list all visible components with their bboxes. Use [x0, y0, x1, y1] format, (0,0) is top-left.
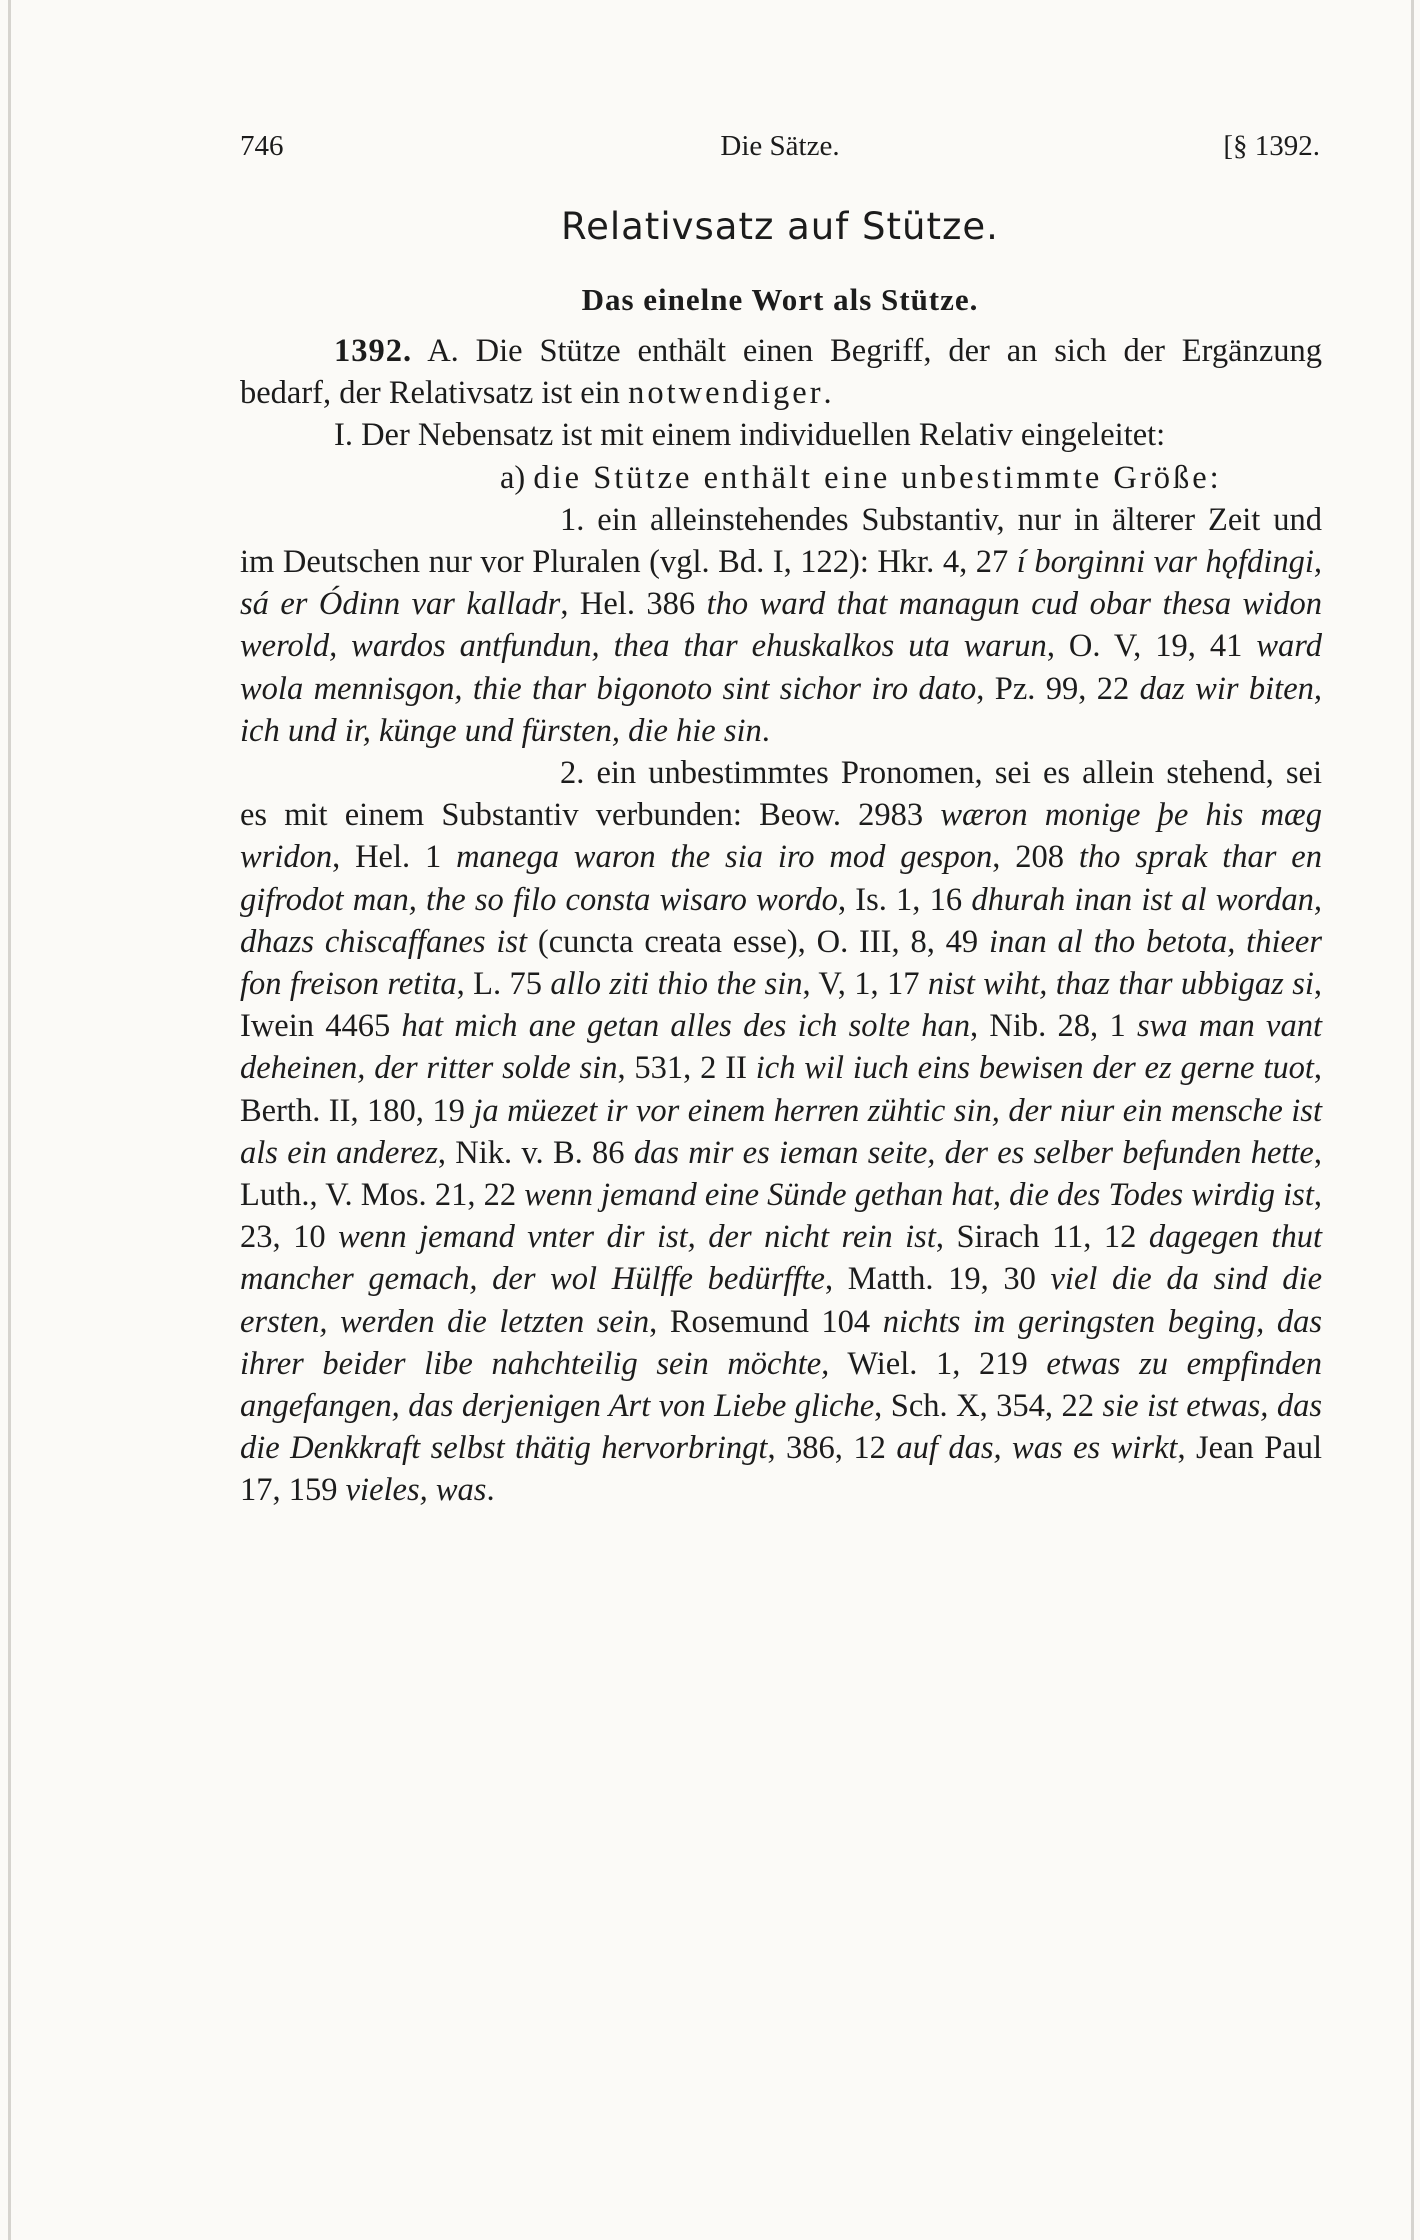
text-run: , V, 1, 17 — [802, 966, 928, 1003]
text-run: : — [1209, 459, 1219, 496]
quote: hat mich ane getan alles des ich solte han — [401, 1008, 971, 1045]
quote: dhurah inan ist al wordan, dhazs chiscaffanes ist — [240, 881, 1322, 960]
quote: wenn jemand vnter dir ist, der nicht rein ist — [338, 1219, 936, 1256]
paragraph-2 — [240, 752, 1322, 1512]
text-run: , Hel. 386 — [560, 586, 707, 623]
page-number: 746 — [240, 130, 284, 162]
text-run: , 208 — [992, 839, 1079, 876]
spaced-term: die Stütze enthält eine unbestimmte Größe — [533, 459, 1210, 496]
quote: viel die da sind die ersten, werden die letzten sein — [240, 1261, 1323, 1340]
paragraph-1 — [240, 499, 1322, 752]
text-run: , Luth., V. Mos. 21, 22 — [240, 1134, 1322, 1214]
chapter-heading: Relativsatz auf Stütze. — [561, 205, 999, 248]
text-run: , 386, 12 — [767, 1430, 897, 1467]
text-run: . — [823, 375, 832, 412]
text-run: , Nik. v. B. 86 — [437, 1134, 634, 1171]
scan-edge-right — [1411, 0, 1414, 2240]
quote: dagegen thut mancher gemach, der wol Hülffe bedürffte — [240, 1219, 1322, 1298]
quote: inan al tho betota, thieer fon freison retita — [240, 923, 1322, 1003]
quote: allo ziti thio the sin — [550, 966, 803, 1003]
text-run: Wiel. 1, 219 — [829, 1345, 1047, 1382]
quote: ward wola mennisgon, thie thar bigonoto sint sichor iro dato — [240, 628, 1322, 707]
text-run: , L. 75 — [456, 966, 551, 1003]
paragraph-number: 1392. — [334, 333, 413, 369]
text-run: 2. ein unbestimmtes Pronomen, sei es allein stehend, sei es mit einem Substantiv verbunden: Beow. 2983 — [240, 755, 1322, 834]
text-run: , Iwein 4465 — [240, 966, 1323, 1045]
section-subheading: Das einelne Wort als Stütze. — [581, 282, 979, 317]
quote: manega waron the sia iro mod gespon — [456, 839, 993, 876]
text-run: , 531, 2 II — [617, 1050, 756, 1087]
quote: vieles, was — [345, 1472, 487, 1509]
text-run: . — [761, 712, 770, 749]
text-run: , Pz. 99, 22 — [976, 670, 1140, 707]
paragraph-a — [240, 457, 1322, 499]
text-run: , Hel. 1 — [332, 839, 457, 876]
text-run: , Jean Paul 17, 159 — [240, 1430, 1323, 1509]
quote: wenn jemand eine Sünde gethan hat, die des Todes wirdig ist — [524, 1177, 1314, 1214]
text-run: , 23, 10 — [240, 1177, 1322, 1256]
text-run: A. Die Stütze enthält einen Begriff, der an sich der Ergänzung bedarf, der Relativsatz ist ein — [240, 333, 1322, 412]
quote: sie ist etwas, das die Denkkraft selbst thätig hervorbringt — [240, 1388, 1322, 1467]
quote: tho sprak thar en gifrodot man, the so filo consta wisaro wordo — [240, 839, 1322, 918]
running-head — [240, 130, 1320, 170]
quote: í borginni var hǫfdingi, sá er Ódinn var kalladr — [240, 544, 1322, 623]
section-reference: [§ 1392. — [1223, 130, 1320, 162]
quote: ich wil iuch eins bewisen der ez gerne tuot — [755, 1050, 1314, 1087]
paragraph-I: I. Der Nebensatz ist mit einem individuellen Relativ eingeleitet: — [334, 417, 1166, 454]
quote: etwas zu empfinden angefangen, das derjenigen Art von Liebe gliche — [240, 1345, 1322, 1425]
text-run: . — [486, 1472, 495, 1509]
text-run: 1. ein alleinstehendes Substantiv, nur in älterer Zeit und im Deutschen nur vor Pluralen (vgl. Bd. I, 122): Hkr. 4, 27 — [240, 501, 1322, 581]
text-run: , Nib. 28, 1 — [970, 1008, 1137, 1045]
quote: ja müezet ir vor einem herren zühtic sin, der niur ein mensche ist als ein anderez — [240, 1092, 1322, 1171]
body-text — [240, 330, 1322, 1512]
quote: das mir es ieman seite, der es selber befunden hette — [633, 1134, 1314, 1171]
text-run: (cuncta creata esse), O. III, 8, 49 — [527, 923, 989, 960]
scan-edge-left — [8, 0, 11, 2240]
text-run: , Sirach 11, 12 — [935, 1219, 1149, 1256]
running-title: Die Sätze. — [720, 130, 840, 162]
text-run: , Is. 1, 16 — [837, 881, 972, 918]
quote: wæron monige þe his mæg wridon — [240, 797, 1322, 876]
text-run: , Rosemund 104 — [649, 1303, 883, 1340]
quote: tho ward that managun cud obar thesa widon werold, wardos antfundun, thea thar ehuskalkos uta warun — [240, 586, 1322, 665]
quote: daz wir biten, ich und ir, künge und fürsten, die hie sin — [240, 670, 1322, 749]
quote: auf das, was es wirkt — [896, 1430, 1178, 1467]
spaced-term: notwendiger — [628, 375, 824, 412]
text-run: , O. V, 19, 41 — [1046, 628, 1257, 665]
quote: nist wiht, thaz thar ubbigaz si — [927, 966, 1314, 1003]
quote: nichts im geringsten beging, das ihrer beider libe nahchteilig sein möchte, — [240, 1303, 1322, 1382]
text-run: a) — [500, 459, 534, 496]
paragraph-1392 — [240, 330, 1322, 414]
quote: swa man vant deheinen, der ritter solde sin — [240, 1008, 1322, 1087]
text-run: , Sch. X, 354, 22 — [874, 1388, 1103, 1425]
text-run: , Matth. 19, 30 — [824, 1261, 1051, 1298]
text-run: , Berth. II, 180, 19 — [240, 1050, 1322, 1129]
